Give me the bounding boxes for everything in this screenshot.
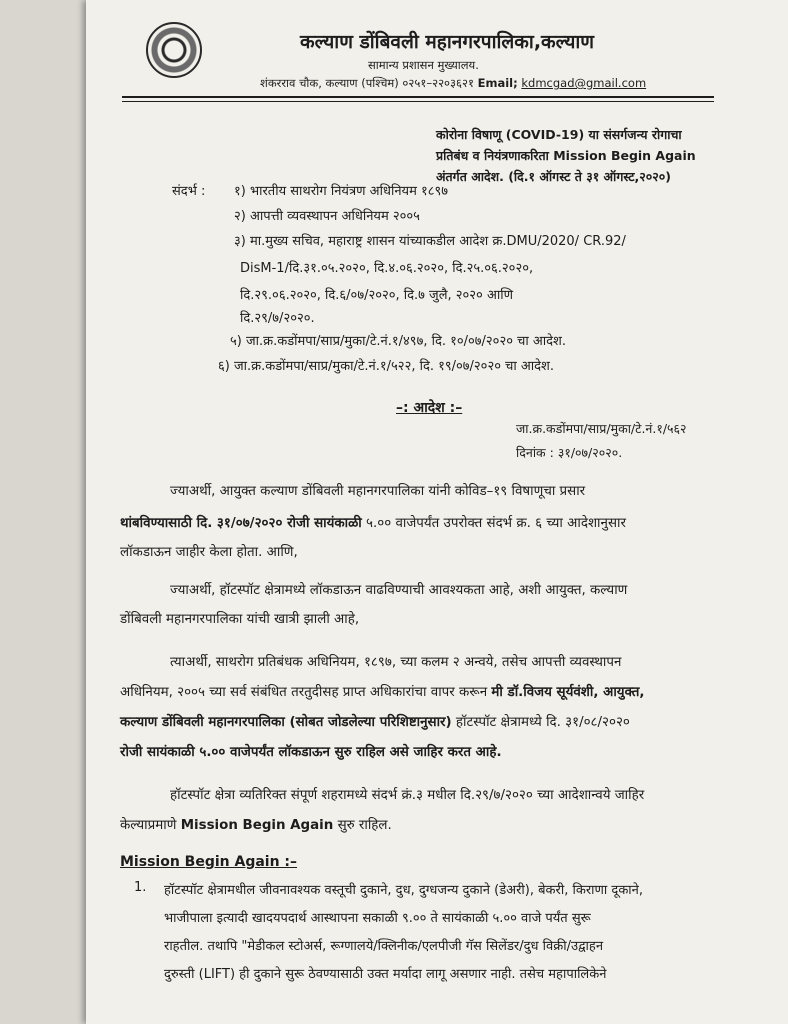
address-line (260, 76, 646, 91)
list-item-text: हॉटस्पॉट क्षेत्रामधील जीवनावश्यक वस्तूची दुकाने, दुध, दुग्धजन्य दुकाने (डेअरी), बेकरी, किराणा दूकाने, (164, 883, 644, 898)
body-text: ज्याअर्थी, हॉटस्पॉट क्षेत्रामध्ये लॉकडाऊन वाढविण्याची आवश्यकता आहे, अशी आयुक्त, कल्याण (170, 583, 628, 598)
body-text: अधिनियम, २००५ च्या सर्व संबंधित तरतुदीसह प्राप्त अधिकारांचा वापर करून (120, 685, 488, 700)
body-text: लॉकडाऊन जाहीर केला होता. आणि, (120, 545, 298, 560)
body-text (120, 712, 630, 730)
header-rule (122, 96, 714, 98)
email-label: Email; (477, 76, 518, 90)
email-address: kdmcgad@gmail.com (521, 76, 647, 90)
org-name: कल्याण डोंबिवली महानगरपालिका,कल्याण (300, 31, 594, 53)
body-text: डोंबिवली महानगरपालिका यांची खात्री झाली आहे, (120, 612, 360, 627)
body-text: हॉटस्पॉट क्षेत्रा व्यतिरिक्त संपूर्ण शहरामध्ये संदर्भ क्रं.३ मधील दि.२९/७/२०२० च्या आदेशान्वये जाहिर (170, 788, 645, 803)
body-text: हॉटस्पॉट क्षेत्रामध्ये दि. ३१/०८/२०२० (455, 715, 630, 730)
municipal-seal-icon (146, 22, 202, 78)
order-date-label: दिनांक : (516, 445, 554, 460)
body-text: केल्याप्रमाणे (120, 818, 177, 833)
body-text: ज्याअर्थी, आयुक्त कल्याण डोंबिवली महानगरपालिका यांनी कोविड–१९ विषाणूचा प्रसार (170, 484, 586, 499)
body-text (120, 682, 644, 700)
body-text-bold: थांबविण्यासाठी दि. ३१/०७/२०२० रोजी सायंकाळी (120, 516, 362, 531)
reference-line: ५) जा.क्र.कडोंमपा/साप्र/मुका/टे.नं.१/४९७, दि. १०/०७/२०२० चा आदेश. (230, 334, 567, 349)
subject-line-3: अंतर्गत आदेश. (दि.१ ऑगस्ट ते ३१ ऑगस्ट,२०२०) (436, 169, 672, 184)
header-rule-thin (122, 101, 714, 102)
reference-line: DisM-1/दि.३१.०५.२०२०, दि.४.०६.२०२०, दि.२५.०६.२०२०, (240, 261, 534, 276)
address: शंकरराव चौक, कल्याण (पश्चिम) ०२५१–२२०३६२१ (260, 76, 474, 90)
body-text: सुरु राहिल. (337, 818, 392, 833)
reference-line: ३) मा.मुख्य सचिव, महाराष्ट्र शासन यांच्याकडील आदेश क्र.DMU/2020/ CR.92/ (234, 234, 626, 249)
reference-line: दि.२९/७/२०२०. (240, 311, 315, 326)
list-item-number: 1. (134, 880, 147, 895)
reference-line: २) आपत्ती व्यवस्थापन अधिनियम २००५ (234, 209, 420, 224)
reference-line: ६) जा.क्र.कडोंमपा/साप्र/मुका/टे.नं.१/५२२, दि. १९/०७/२०२० चा आदेश. (218, 359, 555, 374)
body-text-bold: रोजी सायंकाळी ५.०० वाजेपर्यंत लॉकडाऊन सुरु राहिल असे जाहिर करत आहे. (120, 745, 502, 760)
mission-heading: Mission Begin Again :– (120, 854, 298, 870)
list-item-text: राहतील. तथापि "मेडीकल स्टोअर्स, रूग्णालये/क्लिनीक/एलपीजी गॅस सिलेंडर/दुध विक्री/उद्वाहन (164, 939, 604, 954)
mission-name: Mission Begin Again (180, 818, 334, 833)
references-label: संदर्भ : (172, 184, 206, 199)
reference-line: १) भारतीय साथरोग नियंत्रण अधिनियम १८९७ (234, 184, 449, 199)
subject-line-2: प्रतिबंध व नियंत्रणाकरिता Mission Begin Again (436, 148, 696, 163)
body-text (120, 513, 626, 531)
body-text: त्याअर्थी, साथरोग प्रतिबंधक अधिनियम, १८९७, च्या कलम २ अन्वये, तसेच आपत्ती व्यवस्थापन (170, 655, 622, 670)
order-title: –: आदेश :– (396, 400, 463, 416)
subject-line-1: कोरोना विषाणू (COVID-19) या संसर्गजन्य रोगाचा (436, 127, 682, 142)
list-item-text: भाजीपाला इत्यादी खादयपदार्थ आस्थापना सकाळी ९.०० ते सायंकाळी ५.०० वाजे पर्यंत सुरू (164, 911, 591, 926)
department-name: सामान्य प्रशासन मुख्यालय. (368, 58, 479, 72)
order-date: ३१/०७/२०२०. (557, 445, 623, 460)
body-text: ५.०० वाजेपर्यंत उपरोक्त संदर्भ क्र. ६ च्या आदेशानुसार (366, 516, 626, 531)
list-item-text: दुरुस्ती (LIFT) ही दुकाने सुरू ठेवण्यासाठी उक्त मर्यादा लागू असणार नाही. तसेच महापालिकेने (164, 967, 607, 982)
body-text-bold: कल्याण डोंबिवली महानगरपालिका (सोबत जोडलेल्या परिशिष्टानुसार) (120, 715, 452, 730)
body-text (120, 815, 392, 833)
reference-line: दि.२९.०६.२०२०, दि.६/०७/२०२०, दि.७ जुलै, २०२० आणि (240, 288, 514, 303)
order-date-row (516, 444, 622, 461)
order-number: जा.क्र.कडोंमपा/साप्र/मुका/टे.नं.१/५६२ (516, 421, 687, 436)
commissioner-name: मी डॉ.विजय सूर्यवंशी, आयुक्त, (491, 685, 645, 700)
